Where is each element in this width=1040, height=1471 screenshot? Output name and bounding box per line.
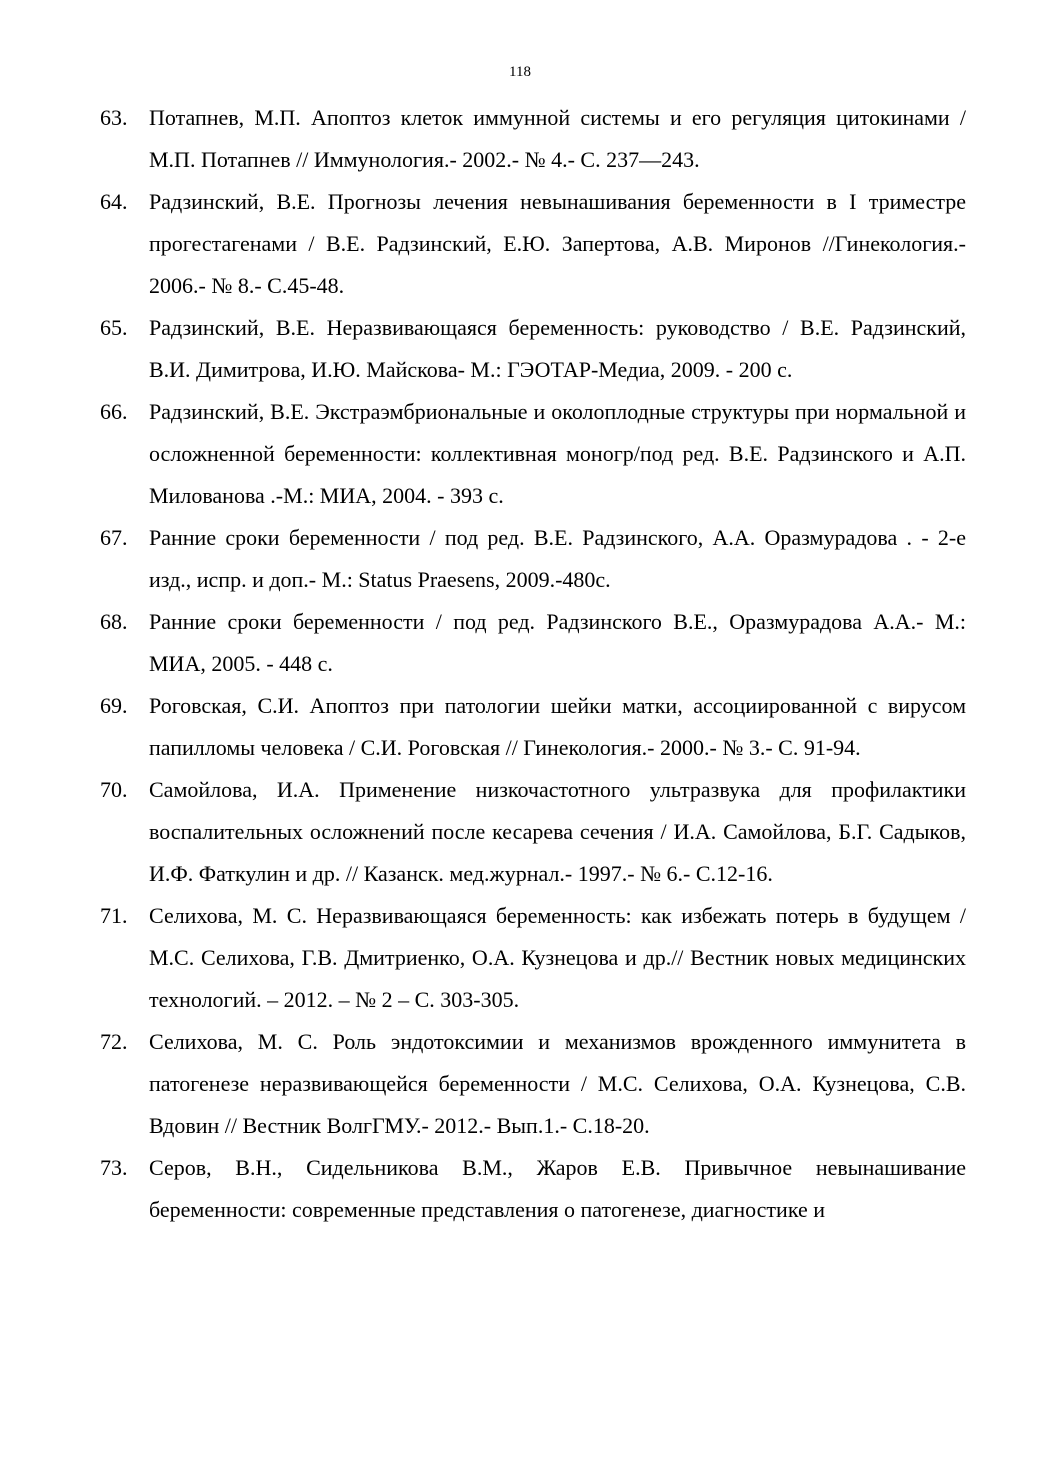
reference-item	[100, 895, 966, 1021]
reference-number: 64.	[100, 189, 128, 214]
reference-text: Селихова, М. С. Неразвивающаяся беременность: как избежать потерь в будущем / М.С. Селихова, Г.В. Дмитриенко, О.А. Кузнецова и др.// Вестник новых медицинских технологий. – 2012. – № 2 – С. 303-305.	[149, 903, 966, 1012]
reference-number: 67.	[100, 525, 128, 550]
reference-text: Радзинский, В.Е. Прогнозы лечения невынашивания беременности в I триместре прогестагенами / В.Е. Радзинский, Е.Ю. Запертова, А.В. Миронов //Гинекология.- 2006.- № 8.- С.45-48.	[149, 189, 966, 298]
reference-number: 69.	[100, 693, 128, 718]
reference-item	[100, 181, 966, 307]
reference-number: 68.	[100, 609, 128, 634]
reference-text: Ранние сроки беременности / под ред. В.Е. Радзинского, А.А. Оразмурадова . - 2-е изд., испр. и доп.- М.: Status Praesens, 2009.-480с.	[149, 525, 966, 592]
reference-text: Потапнев, М.П. Апоптоз клеток иммунной системы и его регуляция цитокинами / М.П. Потапнев // Иммунология.- 2002.- № 4.- С. 237—243.	[149, 105, 966, 172]
reference-text: Ранние сроки беременности / под ред. Радзинского В.Е., Оразмурадова А.А.- М.: МИА, 2005. - 448 с.	[149, 609, 966, 676]
reference-number: 73.	[100, 1155, 128, 1180]
reference-number: 63.	[100, 105, 128, 130]
reference-text: Роговская, С.И. Апоптоз при патологии шейки матки, ассоциированной с вирусом папилломы человека / С.И. Роговская // Гинекология.- 2000.- № 3.- С. 91-94.	[149, 693, 966, 760]
page-number: 118	[509, 64, 531, 80]
reference-number: 66.	[100, 399, 128, 424]
reference-list	[100, 97, 966, 1231]
reference-item	[100, 517, 966, 601]
reference-number: 70.	[100, 777, 128, 802]
reference-number: 71.	[100, 903, 128, 928]
reference-number: 72.	[100, 1029, 128, 1054]
reference-item	[100, 391, 966, 517]
reference-text: Радзинский, В.Е. Экстраэмбриональные и околоплодные структуры при нормальной и осложненной беременности: коллективная моногр/под ред. В.Е. Радзинского и А.П. Милованова .-М.: МИА, 2004. - 393 с.	[149, 399, 966, 508]
reference-item	[100, 1147, 966, 1231]
reference-item	[100, 97, 966, 181]
reference-text: Селихова, М. С. Роль эндотоксимии и механизмов врожденного иммунитета в патогенезе неразвивающейся беременности / М.С. Селихова, О.А. Кузнецова, С.В. Вдовин // Вестник ВолгГМУ.- 2012.- Вып.1.- С.18-20.	[149, 1029, 966, 1138]
reference-text: Самойлова, И.А. Применение низкочастотного ультразвука для профилактики воспалительных осложнений после кесарева сечения / И.А. Самойлова, Б.Г. Садыков, И.Ф. Фаткулин и др. // Казанск. мед.журнал.- 1997.- № 6.- С.12-16.	[149, 777, 966, 886]
reference-item	[100, 1021, 966, 1147]
reference-text: Серов, В.Н., Сидельникова В.М., Жаров Е.В. Привычное невынашивание беременности: современные представления о патогенезе, диагностике и	[149, 1155, 966, 1222]
reference-item	[100, 307, 966, 391]
reference-text: Радзинский, В.Е. Неразвивающаяся беременность: руководство / В.Е. Радзинский, В.И. Димитрова, И.Ю. Майскова- М.: ГЭОТАР-Медиа, 2009. - 200 с.	[149, 315, 966, 382]
reference-item	[100, 601, 966, 685]
reference-item	[100, 769, 966, 895]
reference-item	[100, 685, 966, 769]
reference-number: 65.	[100, 315, 128, 340]
